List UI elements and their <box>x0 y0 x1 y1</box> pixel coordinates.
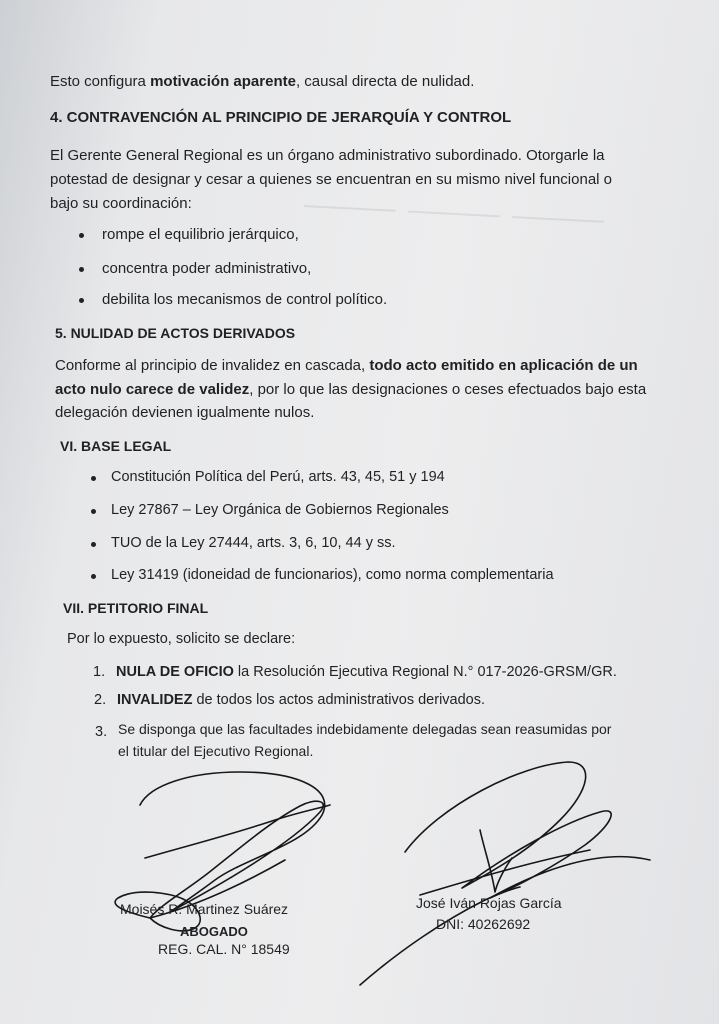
left-signature-stroke <box>140 772 325 918</box>
section6-bullet-4: Ley 31419 (idoneidad de funcionarios), como norma complementaria <box>111 567 554 583</box>
left-signer-title: ABOGADO <box>180 924 248 939</box>
section6-bullet-1: Constitución Política del Perú, arts. 43, 45, 51 y 194 <box>111 469 445 485</box>
section6-bullet-3: TUO de la Ley 27444, arts. 3, 6, 10, 44 y ss. <box>111 535 396 551</box>
petition-item-2-bold: INVALIDEZ <box>117 692 193 708</box>
section5-bold: todo acto emitido en aplicación de un <box>369 357 638 374</box>
left-signer-registration: REG. CAL. N° 18549 <box>158 941 290 957</box>
section5-text-2: , por lo que las designaciones o ceses efectuados bajo esta <box>249 381 647 398</box>
section4-bullet-1: rompe el equilibrio jerárquico, <box>102 226 299 243</box>
section4-line-2: potestad de designar y cesar a quienes se encuentran en su mismo nivel funcional o <box>50 171 613 188</box>
section5-line-3: delegación devienen igualmente nulos. <box>55 404 315 421</box>
petition-item-3-line-2: el titular del Ejecutivo Regional. <box>118 743 314 759</box>
petition-item-1-text: la Resolución Ejecutiva Regional N.° 017-2026-GRSM/GR. <box>233 664 617 680</box>
right-signature-stroke <box>405 762 650 898</box>
section4-line-3: bajo su coordinación: <box>50 195 192 212</box>
petition-item-2-text: de todos los actos administrativos derivados. <box>192 692 486 708</box>
left-signer-name: Moisés R. Martinez Suárez <box>120 901 289 917</box>
intro-bold: motivación aparente <box>150 73 296 90</box>
petition-number-3: 3. <box>95 724 108 740</box>
bleed-through-text: ⸻ ⸻ ⸻ <box>298 183 605 241</box>
right-signer-name: José Iván Rojas García <box>416 895 562 911</box>
section4-bullet-2: concentra poder administrativo, <box>102 260 312 277</box>
section4-bullet-3: debilita los mecanismos de control político. <box>102 291 388 308</box>
section4-heading: 4. CONTRAVENCIÓN AL PRINCIPIO DE JERARQUÍA Y CONTROL <box>50 109 512 126</box>
right-signature-stroke <box>420 850 590 895</box>
petition-number-2: 2. <box>94 692 107 708</box>
petition-item-3-line-1: Se disponga que las facultades indebidamente delegadas sean reasumidas por <box>118 721 612 737</box>
intro-text: Esto configura <box>50 73 151 90</box>
section5-heading: 5. NULIDAD DE ACTOS DERIVADOS <box>55 325 296 341</box>
petition-item-1-bold: NULA DE OFICIO <box>116 664 234 680</box>
right-signer-dni: DNI: 40262692 <box>436 916 531 932</box>
section6-heading: VI. BASE LEGAL <box>60 438 172 454</box>
section5-bold-2: acto nulo carece de validez <box>55 381 250 398</box>
section5-text: Conforme al principio de invalidez en cascada, <box>55 357 370 374</box>
section6-bullet-2: Ley 27867 – Ley Orgánica de Gobiernos Regionales <box>111 502 449 518</box>
section4-line-1: El Gerente General Regional es un órgano administrativo subordinado. Otorgarle la <box>50 147 605 164</box>
section7-heading: VII. PETITORIO FINAL <box>63 600 209 616</box>
petition-number-1: 1. <box>93 664 106 680</box>
section7-intro: Por lo expuesto, solicito se declare: <box>67 631 296 647</box>
intro-text-end: , causal directa de nulidad. <box>295 73 475 90</box>
